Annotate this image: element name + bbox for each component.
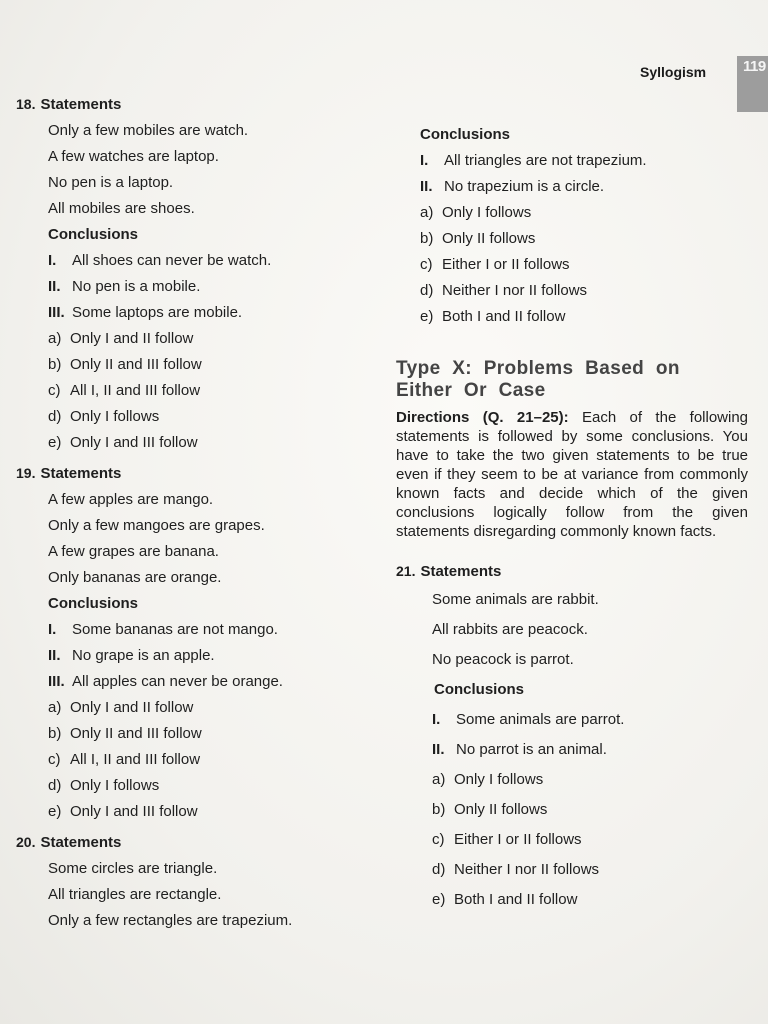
conclusion — [48, 300, 376, 326]
option-text: All I, II and III follow — [70, 382, 201, 399]
option-label: e) — [48, 434, 62, 451]
option-text: Only I and II follow — [70, 330, 194, 347]
option-text: Only II and III follow — [70, 725, 202, 742]
conclusion — [48, 248, 376, 274]
question-18 — [16, 96, 376, 456]
answer-option — [48, 721, 376, 747]
conclusion-text: All triangles are not trapezium. — [444, 152, 647, 169]
conclusion-label: II. — [420, 178, 433, 195]
statement: No pen is a laptop. — [48, 174, 174, 191]
conclusions-heading: Conclusions — [48, 595, 139, 612]
statement: A few watches are laptop. — [48, 148, 219, 165]
option-text: Only II and III follow — [70, 356, 202, 373]
section-heading — [396, 358, 748, 402]
conclusion-text: Some animals are parrot. — [456, 711, 625, 728]
statement: All mobiles are shoes. — [48, 200, 195, 217]
question-20 — [16, 834, 376, 934]
conclusion — [420, 148, 748, 174]
page-number: 119 — [743, 58, 766, 75]
option-text: Neither I nor II follows — [442, 282, 588, 299]
answer-option — [432, 795, 748, 825]
option-label: a) — [432, 771, 446, 788]
option-label: d) — [432, 861, 446, 878]
running-header-title: Syllogism — [640, 64, 707, 80]
section-heading-line: Type X: Problems Based on — [396, 358, 680, 379]
option-label: e) — [432, 891, 446, 908]
question-heading — [16, 465, 376, 482]
answer-option — [48, 695, 376, 721]
statement: A few apples are mango. — [48, 491, 214, 508]
statement: Only a few mangoes are grapes. — [48, 517, 265, 534]
question-number: 20. — [16, 834, 36, 850]
conclusions-heading: Conclusions — [48, 226, 139, 243]
option-label: d) — [420, 282, 434, 299]
answer-option — [420, 226, 748, 252]
conclusion-text: No pen is a mobile. — [72, 278, 201, 295]
statement: Only bananas are orange. — [48, 569, 222, 586]
option-text: All I, II and III follow — [70, 751, 201, 768]
option-label: e) — [48, 803, 62, 820]
option-label: e) — [420, 308, 434, 325]
conclusion-text: No grape is an apple. — [72, 647, 215, 664]
answer-option — [420, 278, 748, 304]
conclusion-label: III. — [48, 304, 65, 321]
conclusion-text: Some laptops are mobile. — [72, 304, 243, 321]
option-text: Only II follows — [454, 801, 548, 818]
answer-option — [420, 304, 748, 330]
page-number-tab — [737, 56, 768, 112]
statement: Some circles are triangle. — [48, 860, 218, 877]
statement: Only a few mobiles are watch. — [48, 122, 249, 139]
statements-heading: Statements — [420, 563, 502, 580]
option-label: c) — [420, 256, 433, 273]
left-column — [16, 96, 376, 943]
option-label: d) — [48, 408, 62, 425]
answer-option — [432, 885, 748, 915]
answer-option — [420, 252, 748, 278]
conclusion-label: III. — [48, 673, 65, 690]
conclusion — [48, 274, 376, 300]
conclusion-label: II. — [48, 278, 61, 295]
answer-option — [432, 825, 748, 855]
section-heading-line: Either Or Case — [396, 380, 546, 401]
statements-heading: Statements — [40, 834, 122, 851]
option-text: Either I or II follows — [442, 256, 570, 273]
answer-option — [432, 855, 748, 885]
statement: All triangles are rectangle. — [48, 886, 222, 903]
conclusion-label: I. — [420, 152, 429, 169]
option-text: Only I follows — [70, 408, 160, 425]
option-text: Only I follows — [70, 777, 160, 794]
option-label: a) — [420, 204, 434, 221]
option-label: c) — [48, 751, 61, 768]
answer-option — [48, 352, 376, 378]
directions-label: Directions (Q. 21–25): — [396, 409, 569, 426]
option-text: Both I and II follow — [454, 891, 578, 908]
statements-heading: Statements — [40, 465, 122, 482]
answer-option — [48, 747, 376, 773]
conclusion — [432, 735, 748, 765]
option-text: Neither I nor II follows — [454, 861, 600, 878]
question-heading — [16, 96, 376, 113]
answer-option — [48, 773, 376, 799]
conclusion-text: All apples can never be orange. — [72, 673, 283, 690]
right-column — [396, 122, 748, 915]
option-text: Only I follows — [454, 771, 544, 788]
option-text: Only II follows — [442, 230, 536, 247]
directions-paragraph — [396, 408, 748, 541]
option-label: a) — [48, 330, 62, 347]
question-21 — [396, 563, 748, 915]
answer-option — [48, 378, 376, 404]
conclusions-heading: Conclusions — [434, 681, 525, 698]
option-label: c) — [48, 382, 61, 399]
conclusion-text: No parrot is an animal. — [456, 741, 607, 758]
option-label: b) — [432, 801, 446, 818]
answer-option — [48, 430, 376, 456]
conclusion-label: I. — [48, 621, 57, 638]
question-number: 19. — [16, 465, 36, 481]
conclusion-label: II. — [48, 647, 61, 664]
conclusions-heading: Conclusions — [420, 126, 511, 143]
statement: Only a few rectangles are trapezium. — [48, 912, 293, 929]
option-text: Either I or II follows — [454, 831, 582, 848]
conclusion — [432, 705, 748, 735]
option-text: Only I and III follow — [70, 434, 198, 451]
option-label: c) — [432, 831, 445, 848]
question-number: 18. — [16, 96, 36, 112]
conclusion-text: Some bananas are not mango. — [72, 621, 278, 638]
conclusion — [48, 643, 376, 669]
question-19 — [16, 465, 376, 825]
question-number: 21. — [396, 563, 416, 579]
statements-heading: Statements — [40, 96, 122, 113]
answer-option — [420, 200, 748, 226]
statement: Some animals are rabbit. — [432, 591, 599, 608]
answer-option — [432, 765, 748, 795]
question-20-continued — [396, 122, 748, 330]
option-text: Only I and II follow — [70, 699, 194, 716]
answer-option — [48, 326, 376, 352]
option-label: b) — [48, 725, 62, 742]
option-label: d) — [48, 777, 62, 794]
answer-option — [48, 799, 376, 825]
statement: A few grapes are banana. — [48, 543, 219, 560]
conclusion-text: No trapezium is a circle. — [444, 178, 605, 195]
conclusion — [420, 174, 748, 200]
conclusion — [48, 617, 376, 643]
statement: No peacock is parrot. — [432, 651, 574, 668]
option-text: Both I and II follow — [442, 308, 566, 325]
conclusion-label: II. — [432, 741, 445, 758]
directions-text: Each of the following statements is followed by some conclusions. You have to take the two given statements to be true even if they seem to be at variance from commonly known facts and decide which of the given conclusions logically follow from the given statements disregarding commonly known facts. — [396, 409, 749, 540]
option-text: Only I follows — [442, 204, 532, 221]
statement: All rabbits are peacock. — [432, 621, 588, 638]
question-heading — [16, 834, 376, 851]
option-label: a) — [48, 699, 62, 716]
option-label: b) — [48, 356, 62, 373]
conclusion-text: All shoes can never be watch. — [72, 252, 272, 269]
conclusion — [48, 669, 376, 695]
conclusion-label: I. — [432, 711, 441, 728]
conclusion-label: I. — [48, 252, 57, 269]
answer-option — [48, 404, 376, 430]
question-heading — [396, 563, 748, 580]
option-label: b) — [420, 230, 434, 247]
option-text: Only I and III follow — [70, 803, 198, 820]
